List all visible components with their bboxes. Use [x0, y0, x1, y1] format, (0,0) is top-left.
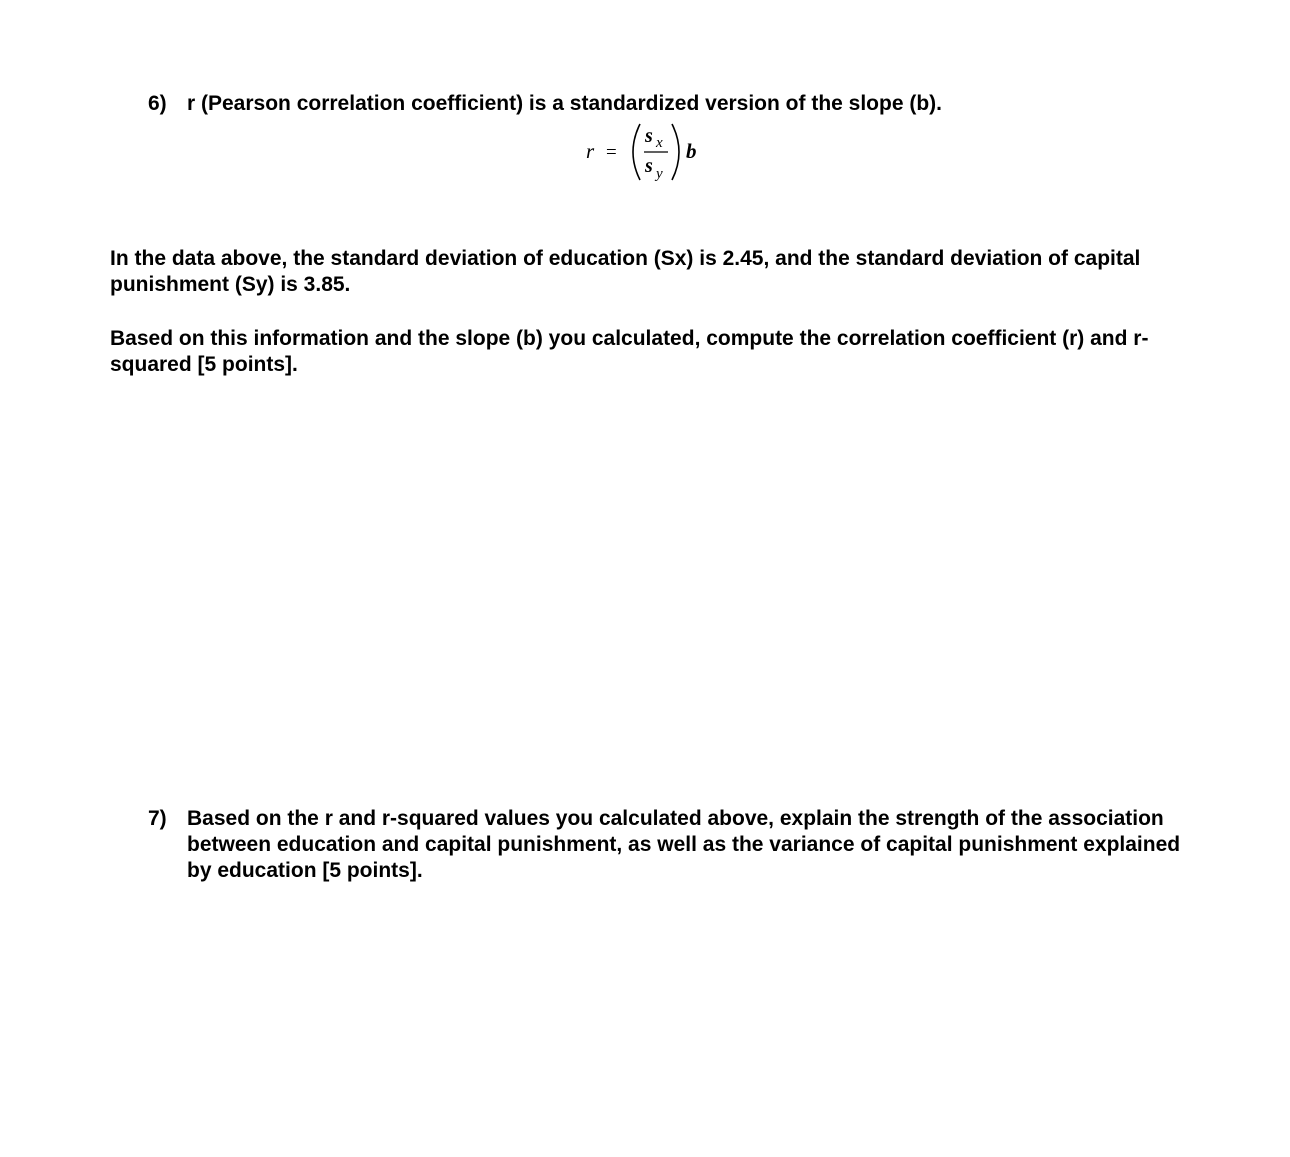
left-paren [633, 124, 640, 180]
formula-equals: = [606, 142, 617, 163]
question-6-instructions: Based on this information and the slope (b) you calculated, compute the correlation coefficient (r) and r-squared [5 points]. [110, 327, 1149, 376]
formula-multiplier: b [686, 139, 697, 163]
formula-denominator-sub: y [656, 166, 663, 182]
formula-numerator-sub: x [656, 135, 663, 151]
question-6-number: 6) [148, 92, 167, 115]
right-paren [672, 124, 679, 180]
standard-deviation-info: In the data above, the standard deviation of education (Sx) is 2.45, and the standard deviation of capital punishment (Sy) is 3.85. [110, 247, 1141, 296]
formula-denominator: s [645, 155, 653, 177]
question-7-text: Based on the r and r-squared values you calculated above, explain the strength of the association between education and capital punishment, as well as the variance of capital punishment explained by education [5 points]. [187, 807, 1181, 882]
correlation-formula [586, 118, 706, 188]
formula-numerator: s [645, 125, 653, 147]
formula-graphic [586, 118, 706, 188]
question-7-number: 7) [148, 807, 167, 830]
formula-lhs: r [586, 139, 595, 163]
question-6-text: r (Pearson correlation coefficient) is a standardized version of the slope (b). [187, 92, 942, 115]
